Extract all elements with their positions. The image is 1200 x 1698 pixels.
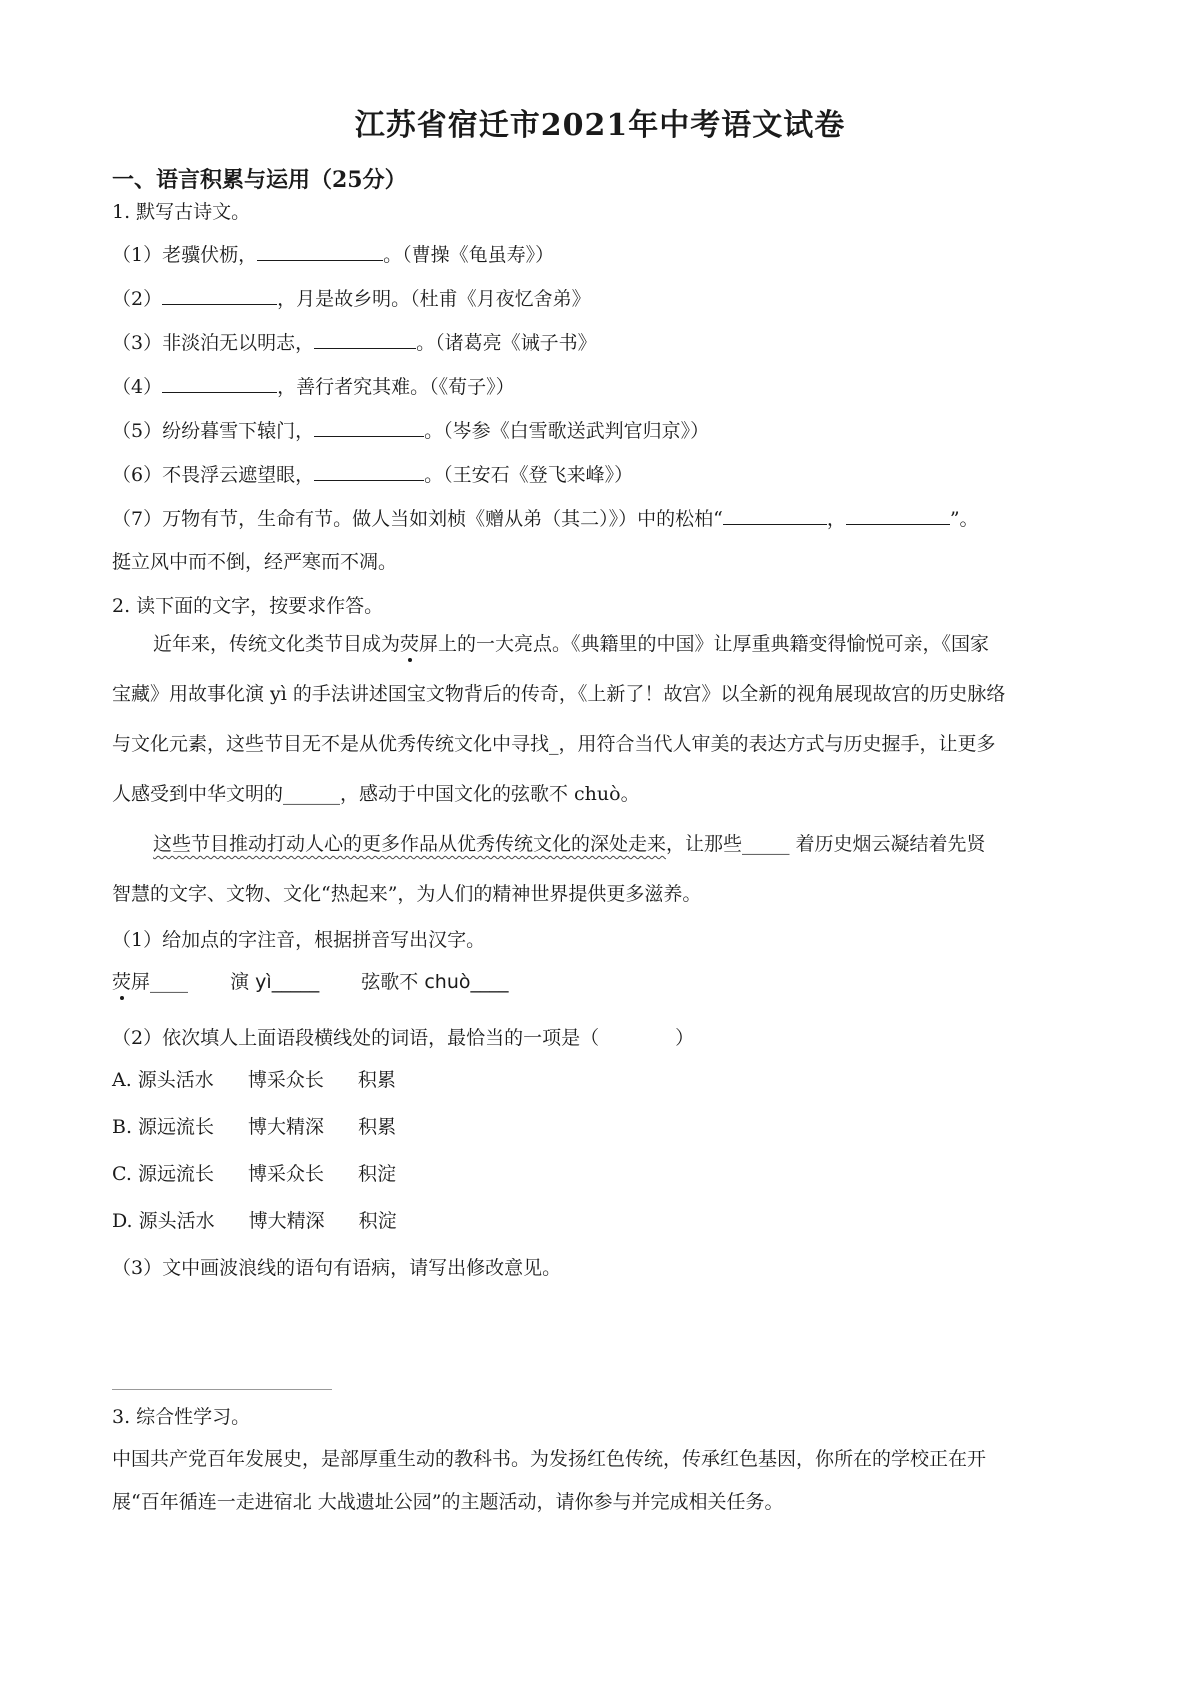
dotted-character: 荧	[400, 633, 420, 655]
passage-line: 宝藏》用故事化演 yì 的手法讲述国宝文物背后的传奇，《上新了！故宫》以全新的视角展现故宫的历史脉络	[112, 683, 1006, 705]
item-text: 。（岑参《白雪歌送武判官归京》）	[424, 420, 710, 442]
question-2-heading: 2. 读下面的文字，按要求作答。	[112, 595, 384, 617]
q1-item-5	[112, 418, 709, 444]
item-number: （4）	[112, 376, 163, 398]
item-text: 。（诸葛亮《诫子书》	[416, 332, 597, 354]
answer-blank[interactable]	[846, 506, 950, 525]
item-number: （6）	[112, 464, 163, 486]
option-b[interactable]	[112, 1115, 396, 1140]
dotted-character: 荧	[112, 971, 132, 993]
pinyin-blank-1[interactable]: 屏____	[131, 971, 189, 993]
page-title: 江苏省宿迁市2021年中考语文试卷	[354, 108, 846, 143]
answer-blank[interactable]	[257, 242, 383, 261]
item-text: 不畏浮云遮望眼，	[162, 464, 315, 486]
option-d[interactable]	[112, 1209, 397, 1234]
item-text: 万物有节，生命有节。做人当如刘桢《赠从弟（其二）》）中的松柏“	[162, 508, 723, 530]
item-text: 纷纷暮雪下辕门，	[162, 420, 315, 442]
passage-text: 屏上的一大亮点。《典籍里的中国》让厚重典籍变得愉悦可亲，《国家	[419, 633, 990, 655]
passage-line: 与文化元素，这些节目无不是从优秀传统文化中寻找_，用符合当代人审美的表达方式与历史握手，让更多	[112, 733, 996, 755]
question-3-heading: 3. 综合性学习。	[112, 1406, 251, 1428]
q2-sub-question-2: （2）依次填人上面语段横线处的词语，最恰当的一项是（ ）	[112, 1027, 695, 1049]
q2-sub-question-1: （1）给加点的字注音，根据拼音写出汉字。	[112, 929, 486, 951]
option-text: A. 源头活水	[112, 1069, 214, 1091]
q1-item-7	[112, 506, 979, 532]
passage-line: 智慧的文字、文物、文化“热起来”，为人们的精神世界提供更多滋养。	[112, 883, 702, 905]
q1-item-7-continuation: 挺立风中而不倒，经严寒而不凋。	[112, 551, 398, 573]
item-text: ，	[826, 508, 846, 530]
option-text: C. 源远流长	[112, 1163, 214, 1185]
option-text: 博大精深	[248, 1210, 325, 1232]
item-text: ，善行者究其难。（《荀子》）	[277, 376, 515, 398]
question-1-heading: 1. 默写古诗文。	[112, 201, 251, 223]
option-text: 博采众长	[247, 1069, 324, 1091]
q1-item-6	[112, 462, 633, 488]
q3-text-line: 中国共产党百年发展史，是部厚重生动的教科书。为发扬红色传统，传承红色基因，你所在的学校正在开	[112, 1448, 987, 1470]
option-text: 积淀	[358, 1210, 397, 1232]
option-text: 博大精深	[248, 1116, 325, 1138]
option-text: 博采众长	[247, 1163, 324, 1185]
q1-item-2	[112, 286, 591, 312]
answer-blank[interactable]	[162, 286, 277, 305]
pinyin-row	[112, 970, 509, 995]
option-text: 积累	[358, 1116, 397, 1138]
q3-text-line: 展“百年循连一走进宿北 大战遗址公园”的主题活动，请你参与并完成相关任务。	[112, 1491, 784, 1513]
q2-sub-question-3: （3）文中画波浪线的语句有语病，请写出修改意见。	[112, 1257, 562, 1279]
answer-blank[interactable]	[314, 462, 424, 481]
item-number: （1）	[112, 244, 163, 266]
option-a[interactable]	[112, 1068, 396, 1093]
item-text: ，月是故乡明。（杜甫《月夜忆舍弟》	[277, 288, 591, 310]
q1-item-4	[112, 374, 515, 400]
section-heading: 一、语言积累与运用（25分）	[112, 167, 407, 193]
option-c[interactable]	[112, 1162, 396, 1187]
passage-line	[153, 832, 986, 857]
item-number: （2）	[112, 288, 163, 310]
answer-blank[interactable]	[162, 374, 277, 393]
option-text: 积累	[357, 1069, 396, 1091]
pinyin-blank-3[interactable]: 弦歌不 chuò____	[361, 971, 509, 993]
answer-line[interactable]	[112, 1389, 332, 1390]
passage-line	[153, 632, 989, 657]
pinyin-blank-2[interactable]: 演 yì_____	[230, 971, 320, 993]
item-number: （5）	[112, 420, 163, 442]
item-text: 。（曹操《龟虽寿》）	[383, 244, 555, 266]
item-text: ”。	[949, 508, 979, 530]
passage-text: ，让那些_____ 着历史烟云凝结着先贤	[666, 833, 986, 855]
answer-blank[interactable]	[723, 506, 827, 525]
passage-text: 近年来，传统文化类节目成为	[153, 633, 401, 655]
option-text: 积淀	[357, 1163, 396, 1185]
wavy-underlined-sentence: 这些节目推动打动人心的更多作品从优秀传统文化的深处走来	[153, 833, 667, 855]
answer-blank[interactable]	[314, 418, 424, 437]
item-text: 。（王安石《登飞来峰》）	[424, 464, 634, 486]
item-number: （7）	[112, 508, 163, 530]
q1-item-3	[112, 330, 597, 356]
option-text: B. 源远流长	[112, 1116, 215, 1138]
passage-line: 人感受到中华文明的______，感动于中国文化的弦歌不 chuò。	[112, 783, 640, 805]
answer-blank[interactable]	[314, 330, 416, 349]
q1-item-1	[112, 242, 554, 268]
option-text: D. 源头活水	[112, 1210, 215, 1232]
item-text: 非淡泊无以明志，	[162, 332, 315, 354]
item-number: （3）	[112, 332, 163, 354]
item-text: 老骥伏枥，	[162, 244, 258, 266]
